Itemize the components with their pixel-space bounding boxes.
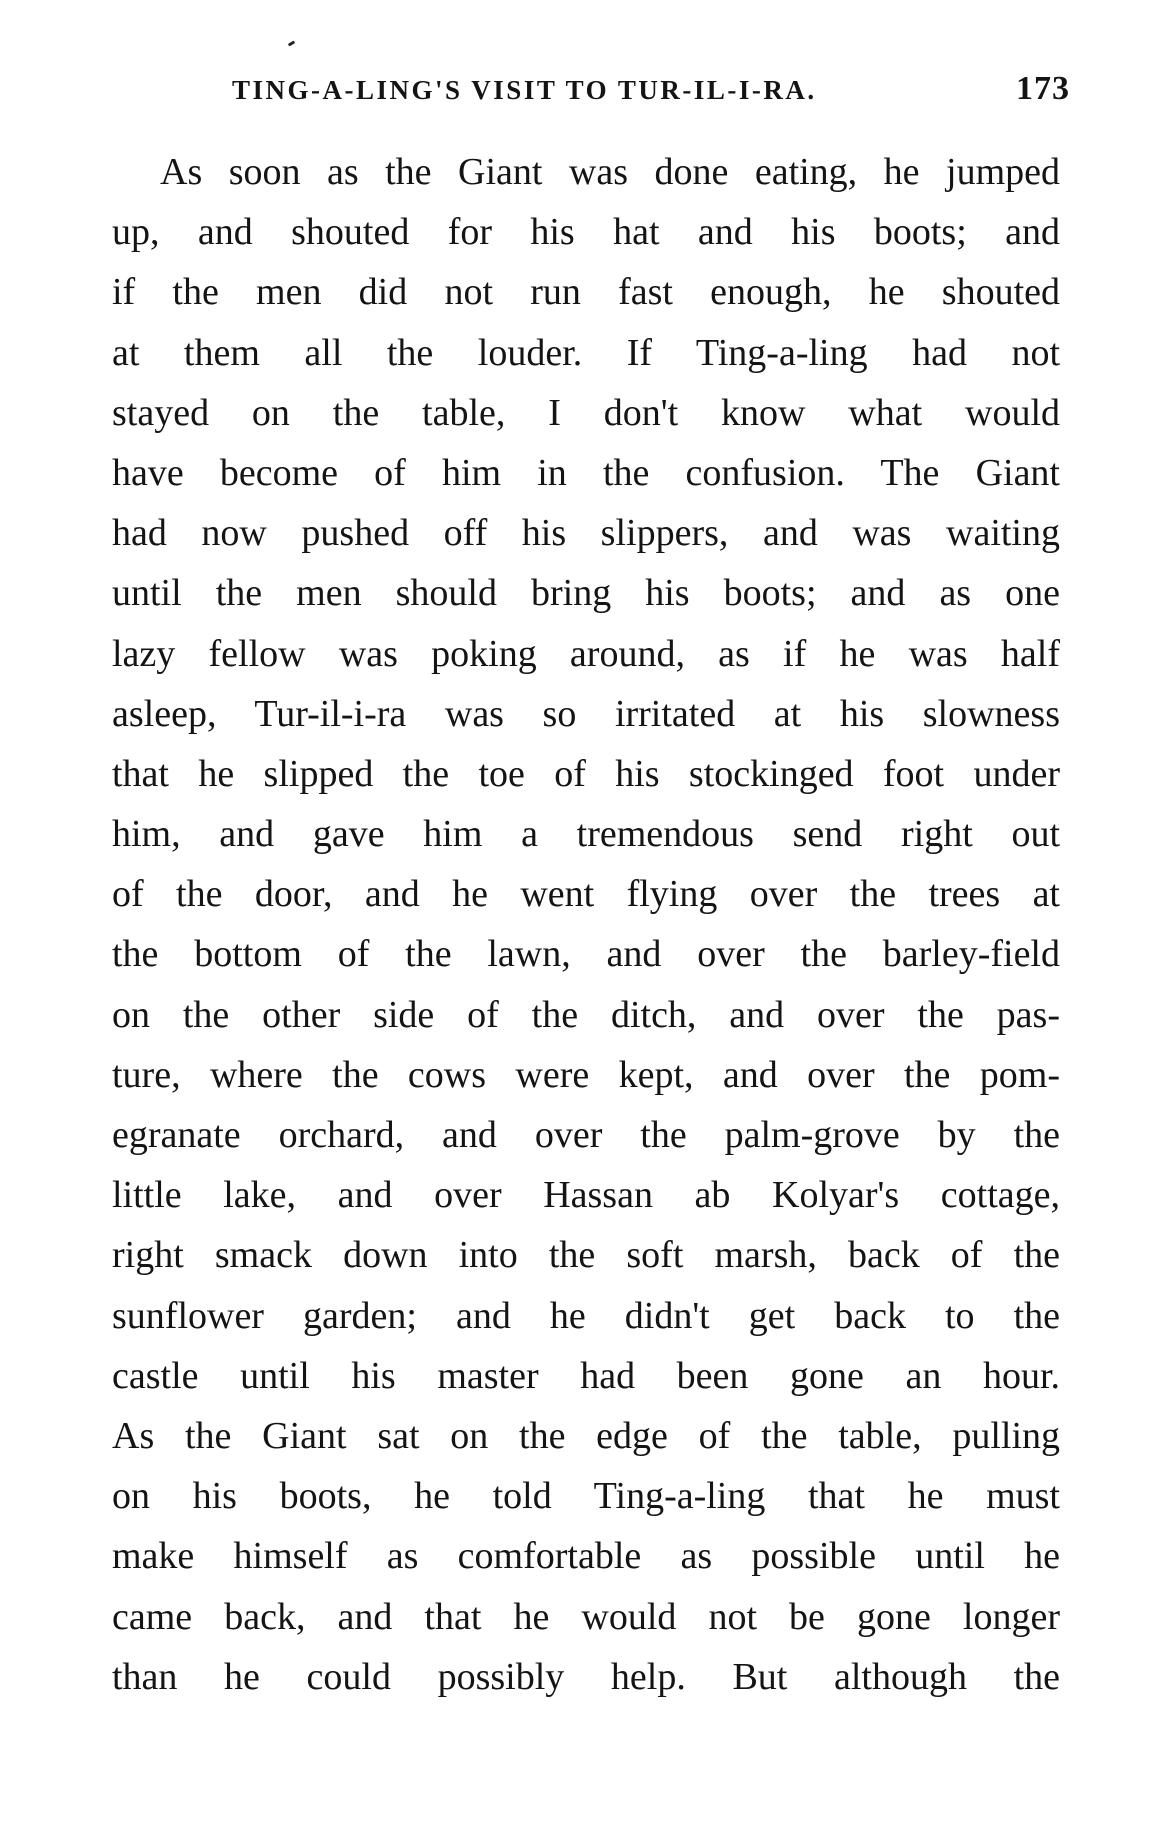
text-line: sunflower garden; and he didn't get back to the bbox=[112, 1294, 1060, 1337]
text-line: on the other side of the ditch, and over the pas- bbox=[112, 993, 1060, 1036]
ink-speck bbox=[288, 40, 296, 46]
text-line: As soon as the Giant was done eating, he jumped bbox=[160, 151, 1060, 193]
text-line: had now pushed off his slippers, and was waiting bbox=[112, 512, 1060, 555]
text-line: little lake, and over Hassan ab Kolyar's cottage, bbox=[112, 1174, 1060, 1217]
text-line: stayed on the table, I don't know what would bbox=[112, 391, 1060, 434]
page-number: 173 bbox=[1016, 70, 1070, 107]
text-line: him, and gave him a tremendous send right out bbox=[112, 813, 1060, 856]
text-line: ture, where the cows were kept, and over the pom- bbox=[112, 1053, 1060, 1096]
body-text bbox=[112, 142, 1060, 1707]
text-line: right smack down into the soft marsh, back of the bbox=[112, 1234, 1060, 1277]
text-line: than he could possibly help. But although the bbox=[112, 1655, 1060, 1698]
text-line: at them all the louder. If Ting-a-ling had not bbox=[112, 331, 1060, 374]
text-line: make himself as comfortable as possible until he bbox=[112, 1535, 1060, 1578]
text-line: the bottom of the lawn, and over the barley-field bbox=[112, 933, 1060, 976]
text-line: castle until his master had been gone an hour. bbox=[112, 1354, 1060, 1397]
text-line: egranate orchard, and over the palm-grove by the bbox=[112, 1114, 1060, 1156]
text-line: until the men should bring his boots; and as one bbox=[112, 572, 1060, 615]
text-line: lazy fellow was poking around, as if he was half bbox=[112, 632, 1060, 675]
text-line: As the Giant sat on the edge of the table, pulling bbox=[112, 1414, 1060, 1457]
text-line: came back, and that he would not be gone longer bbox=[112, 1595, 1060, 1638]
running-title: TING-A-LING'S VISIT TO TUR-IL-I-RA. bbox=[232, 75, 817, 105]
text-line: that he slipped the toe of his stockinged foot under bbox=[112, 752, 1060, 795]
text-line: asleep, Tur-il-i-ra was so irritated at his slowness bbox=[112, 692, 1060, 735]
text-line: if the men did not run fast enough, he shouted bbox=[112, 271, 1060, 314]
text-line: of the door, and he went flying over the trees at bbox=[112, 873, 1060, 916]
text-line: up, and shouted for his hat and his boots; and bbox=[112, 211, 1060, 254]
text-line: on his boots, he told Ting-a-ling that he must bbox=[112, 1475, 1060, 1518]
running-head bbox=[232, 70, 1070, 114]
text-line: have become of him in the confusion. The Giant bbox=[112, 451, 1060, 494]
